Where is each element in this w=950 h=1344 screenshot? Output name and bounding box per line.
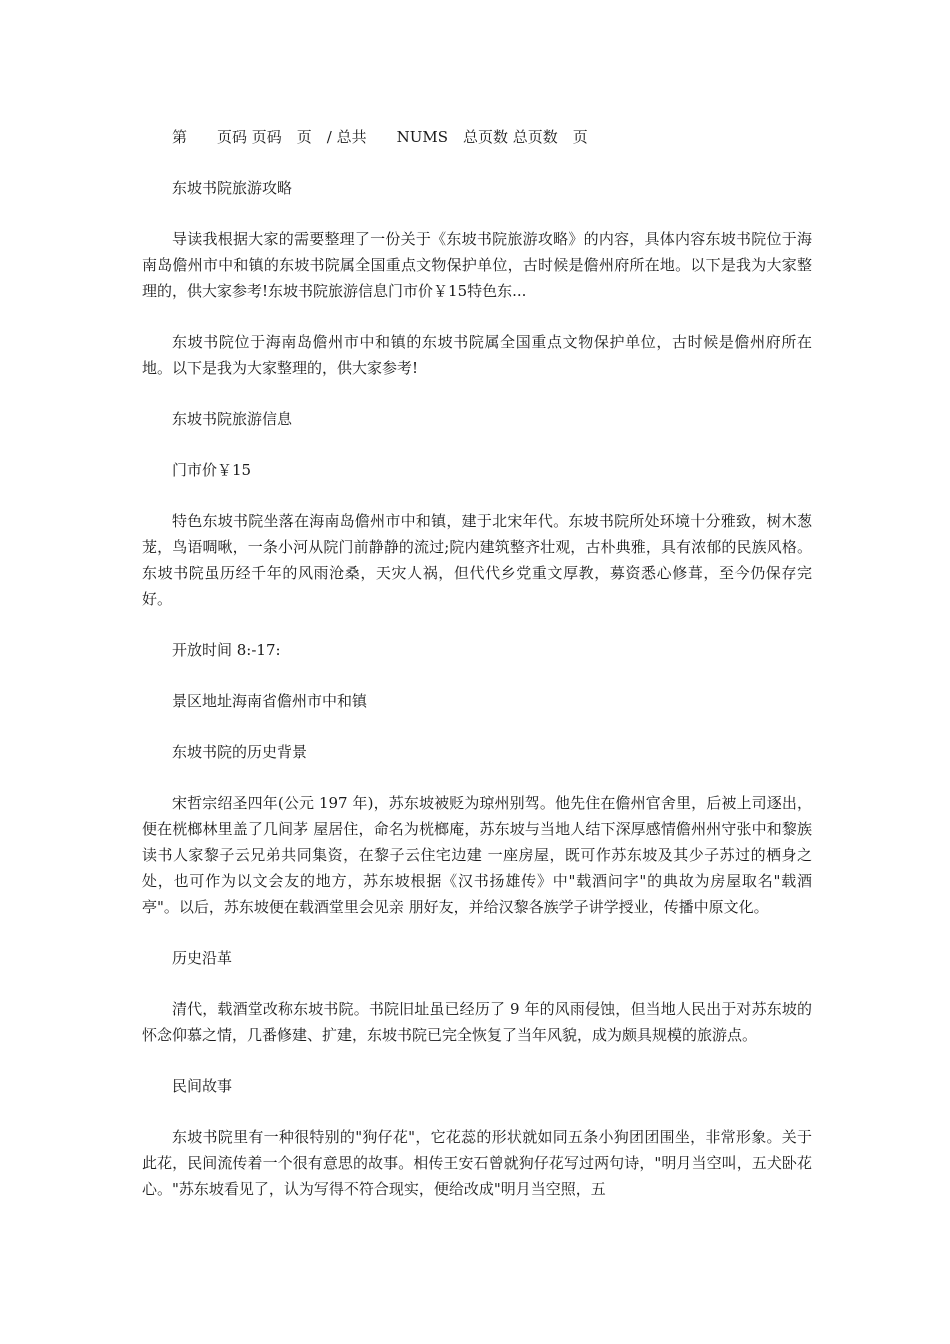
document-page <box>142 124 812 1202</box>
article-title: 东坡书院旅游攻略 <box>172 179 293 197</box>
evolution-heading: 历史沿革 <box>172 949 233 967</box>
history-heading: 东坡书院的历史背景 <box>172 743 308 761</box>
folk-paragraph: 东坡书院里有一种很特别的"狗仔花"，它花蕊的形状就如同五条小狗团团围坐，非常形象。关于此花，民间流传着一个很有意思的故事。相传王安石曾就狗仔花写过两句诗，"明月当空叫，五犬卧花心。"苏东坡看见了，认为写得不符合现实，便给改成"明月当空照，五 <box>142 1128 812 1198</box>
address-line: 景区地址海南省儋州市中和镇 <box>172 692 368 710</box>
folk-heading: 民间故事 <box>172 1077 233 1095</box>
features-paragraph: 特色东坡书院坐落在海南岛儋州市中和镇，建于北宋年代。东坡书院所处环境十分雅致，树木葱茏，鸟语啁啾，一条小河从院门前静静的流过;院内建筑整齐壮观，古朴典雅，具有浓郁的民族风格。东坡书院虽历经千年的风雨沧桑，天灾人祸，但代代乡党重文厚教，募资悉心修葺，至今仍保存完好。 <box>142 512 812 608</box>
history-paragraph: 宋哲宗绍圣四年(公元 197 年)，苏东坡被贬为琼州别驾。他先住在儋州官舍里，后被上司逐出，便在桄榔林里盖了几间茅 屋居住，命名为桄榔庵，苏东坡与当地人结下深厚感情儋州州守张中和黎族读书人家黎子云兄弟共同集资，在黎子云住宅边建 一座房屋，既可作苏东坡及其少子苏过的栖身之处，也可作为以文会友的地方，苏东坡根据《汉书扬雄传》中"载酒问字"的典故为房屋取名"载酒亭"。以后，苏东坡便在载酒堂里会见亲 朋好友，并给汉黎各族学子讲学授业，传播中原文化。 <box>142 794 812 916</box>
price-line: 门市价￥15 <box>172 461 252 479</box>
hours-line: 开放时间 8:-17: <box>172 641 281 659</box>
lead-paragraph: 东坡书院位于海南岛儋州市中和镇的东坡书院属全国重点文物保护单位，古时候是儋州府所在地。以下是我为大家整理的，供大家参考! <box>142 333 812 377</box>
intro-paragraph: 导读我根据大家的需要整理了一份关于《东坡书院旅游攻略》的内容，具体内容东坡书院位于海南岛儋州市中和镇的东坡书院属全国重点文物保护单位，古时候是儋州府所在地。以下是我为大家整理的，供大家参考!东坡书院旅游信息门市价￥15特色东... <box>142 230 812 300</box>
info-heading: 东坡书院旅游信息 <box>172 410 293 428</box>
evolution-paragraph: 清代，载酒堂改称东坡书院。书院旧址虽已经历了 9 年的风雨侵蚀，但当地人民出于对苏东坡的怀念仰慕之情，几番修建、扩建，东坡书院已完全恢复了当年风貌，成为颇具规模的旅游点。 <box>142 1000 812 1044</box>
page-counter-line: 第 页码 页码 页 / 总共 NUMS 总页数 总页数 页 <box>172 128 588 146</box>
